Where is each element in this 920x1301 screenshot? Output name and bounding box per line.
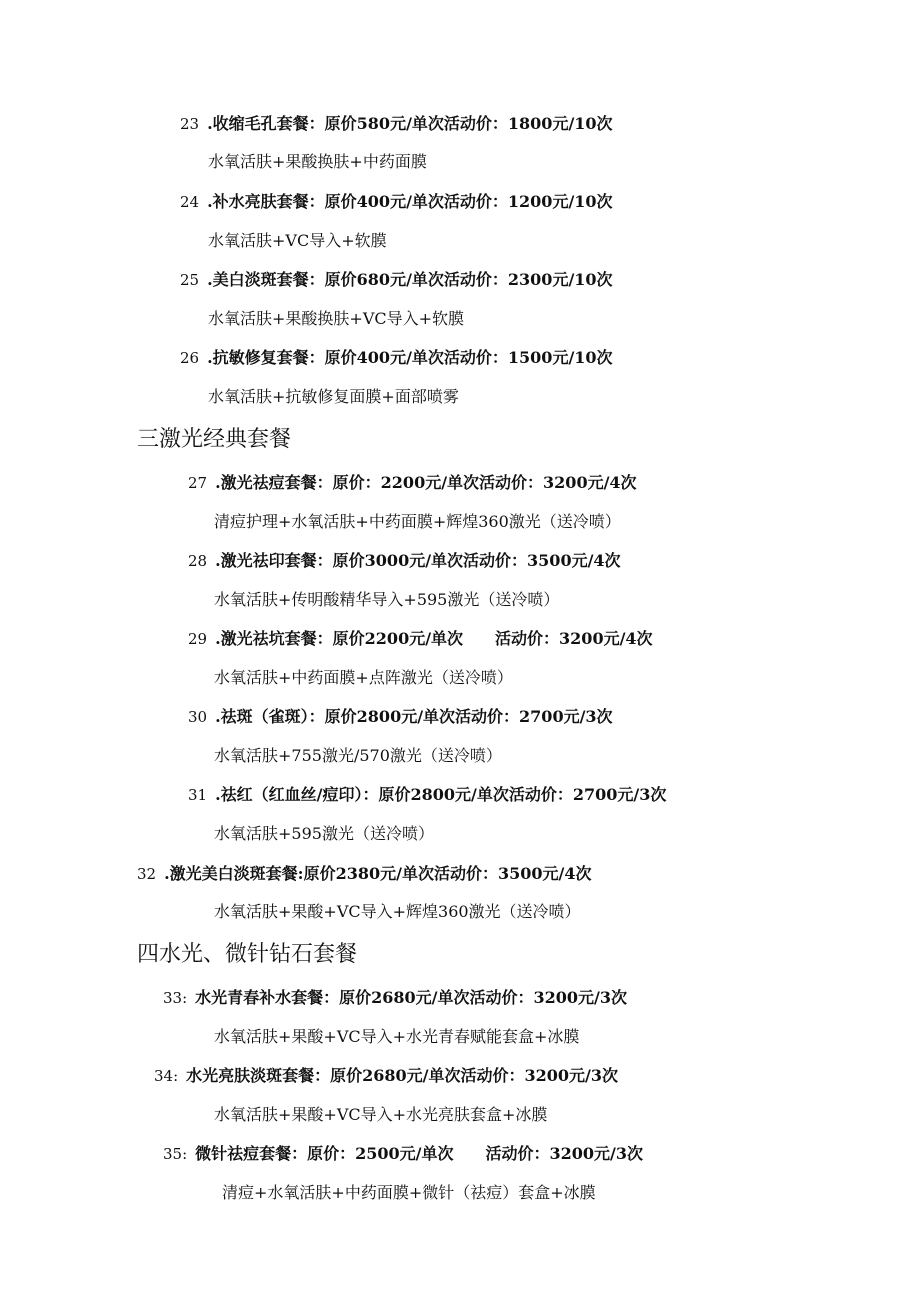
package-description: 水氧活肤+果酸+VC导入+水光亮肤套盒+冰膜	[214, 1105, 548, 1124]
section-heading: 四水光、微针钻石套餐	[137, 942, 358, 967]
package-name-price: .祛斑（雀斑）：原价2800元/单次活动价：2700元/3次	[215, 707, 613, 726]
package-name-price: .激光祛坑套餐：原价2200元/单次 活动价：3200元/4次	[215, 629, 653, 648]
package-description: 水氧活肤+中药面膜+点阵激光（送冷喷）	[214, 668, 513, 687]
package-name-price: .抗敏修复套餐：原价400元/单次活动价：1500元/10次	[207, 348, 613, 367]
package-number: 24	[180, 193, 200, 211]
package-description: 水氧活肤+果酸换肤+中药面膜	[208, 152, 427, 171]
package-name-price: 水光亮肤淡斑套餐：原价2680元/单次活动价：3200元/3次	[186, 1066, 619, 1085]
package-name-price: .激光美白淡斑套餐:原价2380元/单次活动价：3500元/4次	[164, 864, 592, 883]
package-number: 26	[180, 349, 200, 367]
package-name-price: .美白淡斑套餐：原价680元/单次活动价：2300元/10次	[207, 270, 613, 289]
package-number: 30	[188, 708, 208, 726]
package-description: 清痘+水氧活肤+中药面膜+微针（祛痘）套盒+冰膜	[222, 1183, 596, 1202]
package-title	[180, 350, 613, 366]
package-number: 31	[188, 786, 208, 804]
package-title	[188, 787, 666, 803]
package-number: 27	[188, 474, 208, 492]
package-description: 水氧活肤+果酸+VC导入+水光青春赋能套盒+冰膜	[214, 1027, 580, 1046]
package-name-price: .收缩毛孔套餐：原价580元/单次活动价：1800元/10次	[207, 114, 613, 133]
package-description: 水氧活肤+果酸换肤+VC导入+软膜	[208, 309, 465, 328]
package-description: 水氧活肤+755激光/570激光（送冷喷）	[214, 746, 502, 765]
package-title	[188, 631, 653, 647]
package-number: 23	[180, 115, 200, 133]
package-description: 清痘护理+水氧活肤+中药面膜+辉煌360激光（送冷喷）	[214, 512, 621, 531]
package-number: 34:	[154, 1067, 179, 1085]
package-title	[180, 272, 613, 288]
package-title	[188, 709, 613, 725]
package-title	[163, 990, 627, 1006]
package-name-price: .激光祛印套餐：原价3000元/单次活动价：3500元/4次	[215, 551, 621, 570]
package-description: 水氧活肤+传明酸精华导入+595激光（送冷喷）	[214, 590, 560, 609]
package-title	[188, 475, 637, 491]
package-title	[180, 116, 613, 132]
package-description: 水氧活肤+595激光（送冷喷）	[214, 824, 434, 843]
package-name-price: .祛红（红血丝/痘印）：原价2800元/单次活动价：2700元/3次	[215, 785, 667, 804]
package-title	[188, 553, 621, 569]
package-name-price: .激光祛痘套餐：原价：2200元/单次活动价：3200元/4次	[215, 473, 637, 492]
package-name-price: 微针祛痘套餐：原价：2500元/单次 活动价：3200元/3次	[195, 1144, 644, 1163]
package-number: 29	[188, 630, 208, 648]
package-title	[154, 1068, 618, 1084]
package-name-price: 水光青春补水套餐：原价2680元/单次活动价：3200元/3次	[195, 988, 628, 1007]
package-name-price: .补水亮肤套餐：原价400元/单次活动价：1200元/10次	[207, 192, 613, 211]
package-number: 28	[188, 552, 208, 570]
package-title	[163, 1146, 643, 1162]
package-description: 水氧活肤+抗敏修复面膜+面部喷雾	[208, 387, 459, 406]
package-number: 35:	[163, 1145, 188, 1163]
package-number: 32	[137, 865, 157, 883]
package-title	[137, 866, 591, 882]
package-number: 25	[180, 271, 200, 289]
section-heading: 三激光经典套餐	[137, 427, 292, 452]
package-title	[180, 194, 613, 210]
package-description: 水氧活肤+果酸+VC导入+辉煌360激光（送冷喷）	[214, 902, 581, 921]
package-description: 水氧活肤+VC导入+软膜	[208, 231, 387, 250]
package-number: 33:	[163, 989, 188, 1007]
